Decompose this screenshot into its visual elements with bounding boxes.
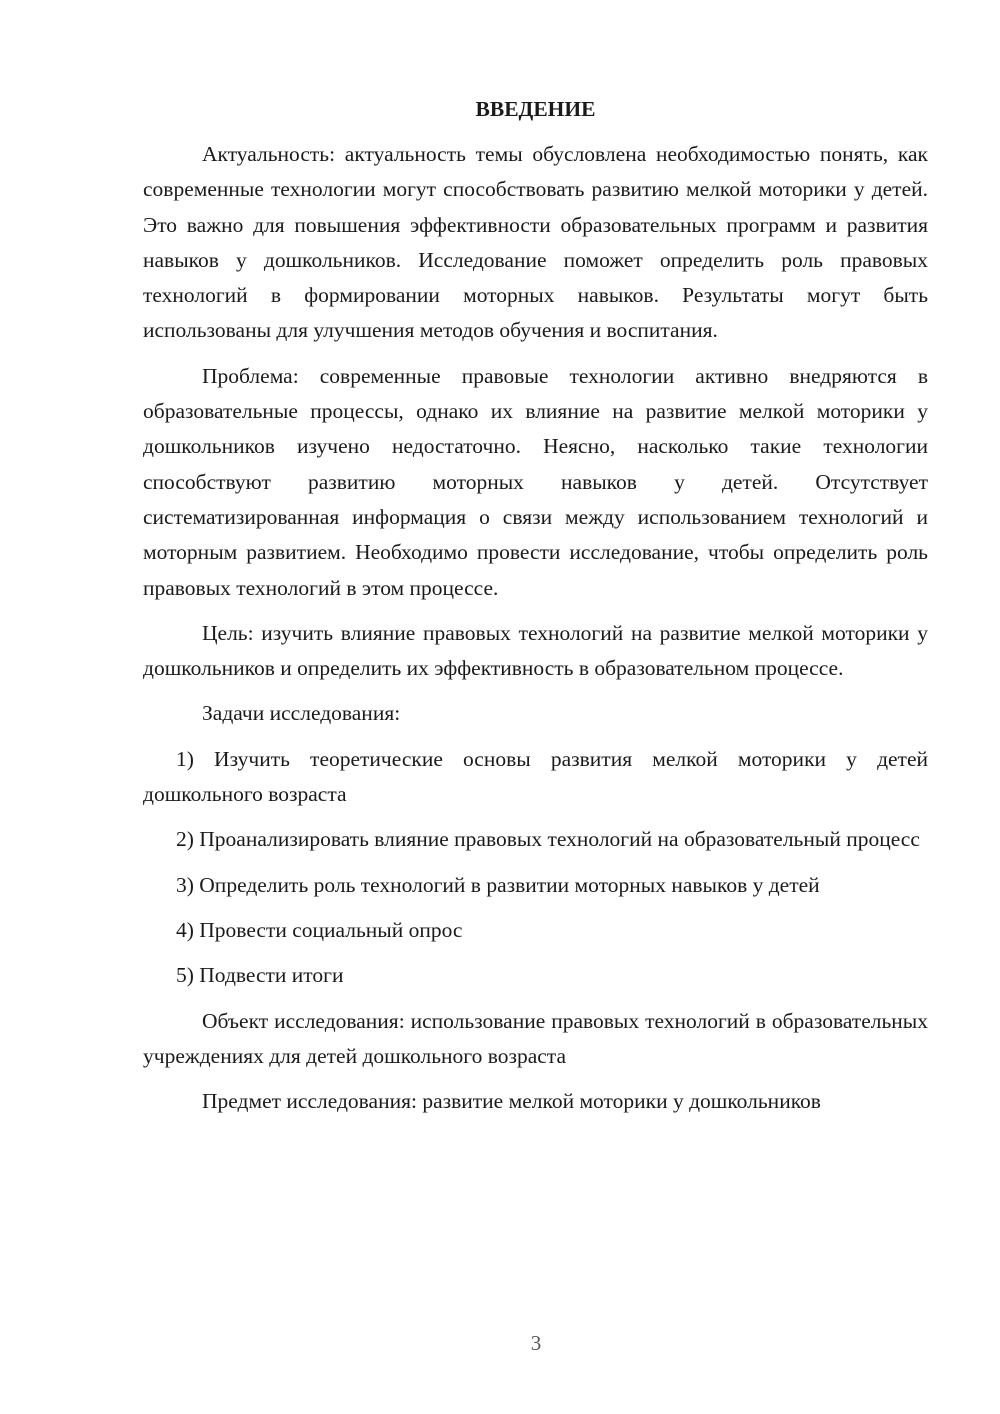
- section-title: ВВЕДЕНИЕ: [475, 97, 596, 121]
- list-item: 4) Провести социальный опрос: [176, 917, 463, 942]
- page-number: 3: [530, 1331, 542, 1355]
- list-item: 3) Определить роль технологий в развитии моторных навыков у детей: [176, 872, 820, 897]
- tasks-heading: Задачи исследования:: [202, 701, 401, 726]
- list-item: 1) Изучить теоретические основы развития мелкой моторики у детей дошкольного возраста: [143, 746, 928, 807]
- goal-paragraph: Цель: изучить влияние правовых технологий на развитие мелкой моторики у дошкольников и определить их эффективность в образовательном процессе.: [143, 620, 928, 681]
- tasks-list: [143, 742, 928, 994]
- document-page: [143, 92, 928, 1129]
- subject-paragraph: Предмет исследования: развитие мелкой моторики у дошкольников: [202, 1089, 821, 1114]
- list-item: 2) Проанализировать влияние правовых технологий на образовательный процесс: [176, 827, 920, 852]
- problem-paragraph: Проблема: современные правовые технологии активно внедряются в образовательные процессы, однако их влияние на развитие мелкой моторики у дошкольников изучено недостаточно. Неясно, насколько такие технологии способствуют развитию моторных навыков у детей. Отсутствует систематизированная информация о связи между использованием технологий и моторным развитием. Необходимо провести исследование, чтобы определить роль правовых технологий в этом процессе.: [143, 363, 928, 600]
- object-paragraph: Объект исследования: использование правовых технологий в образовательных учреждениях для детей дошкольного возраста: [143, 1008, 928, 1068]
- list-item: 5) Подвести итоги: [176, 963, 344, 988]
- relevance-paragraph: Актуальность: актуальность темы обусловлена необходимостью понять, как современные технологии могут способствовать развитию мелкой моторики у детей. Это важно для повышения эффективности образовательных программ и развития навыков у дошкольников. Исследование поможет определить роль правовых технологий в формировании моторных навыков. Результаты могут быть использованы для улучшения методов обучения и воспитания.: [143, 142, 928, 343]
